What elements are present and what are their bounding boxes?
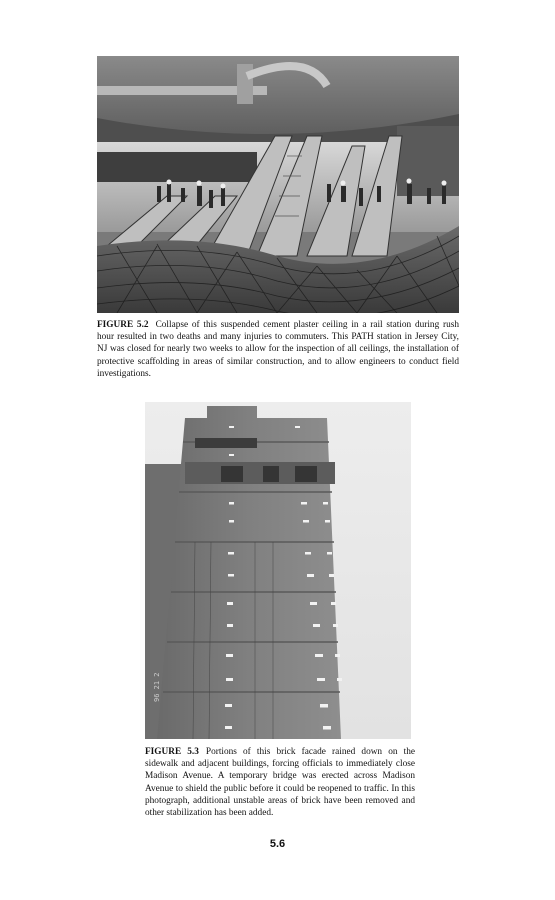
figure-5-3-photo — [145, 402, 411, 739]
figure-5-2-label: FIGURE 5.2 — [97, 320, 149, 330]
figure-5-2-caption-text: Collapse of this suspended cement plaster ceiling in a rail station during rush hour resulted in two deaths and many injuries to commuters. This PATH station in Jersey City, NJ was closed for nearly two weeks to allow for the inspection of all ceilings, the installation of protective scaffolding in areas of similar construction, and to allow engineers to conduct field investigations. — [97, 320, 460, 379]
svg-text:96 21 2: 96 21 2 — [153, 672, 161, 702]
page-number: 5.6 — [269, 838, 286, 850]
figure-5-3-label: FIGURE 5.3 — [145, 747, 199, 757]
figure-5-2-caption — [97, 319, 459, 380]
figure-5-2-photo — [97, 56, 459, 313]
figure-5-3-caption-text: Portions of this brick facade rained down on the sidewalk and adjacent buildings, forcing officials to immediately close Madison Avenue. A temporary bridge was erected across Madison Avenue to shield the public before it could be reopened to traffic. In this photograph, additional unstable areas of brick have been removed and other stabilization has been added. — [145, 747, 415, 819]
figure-5-3-caption — [145, 746, 415, 819]
